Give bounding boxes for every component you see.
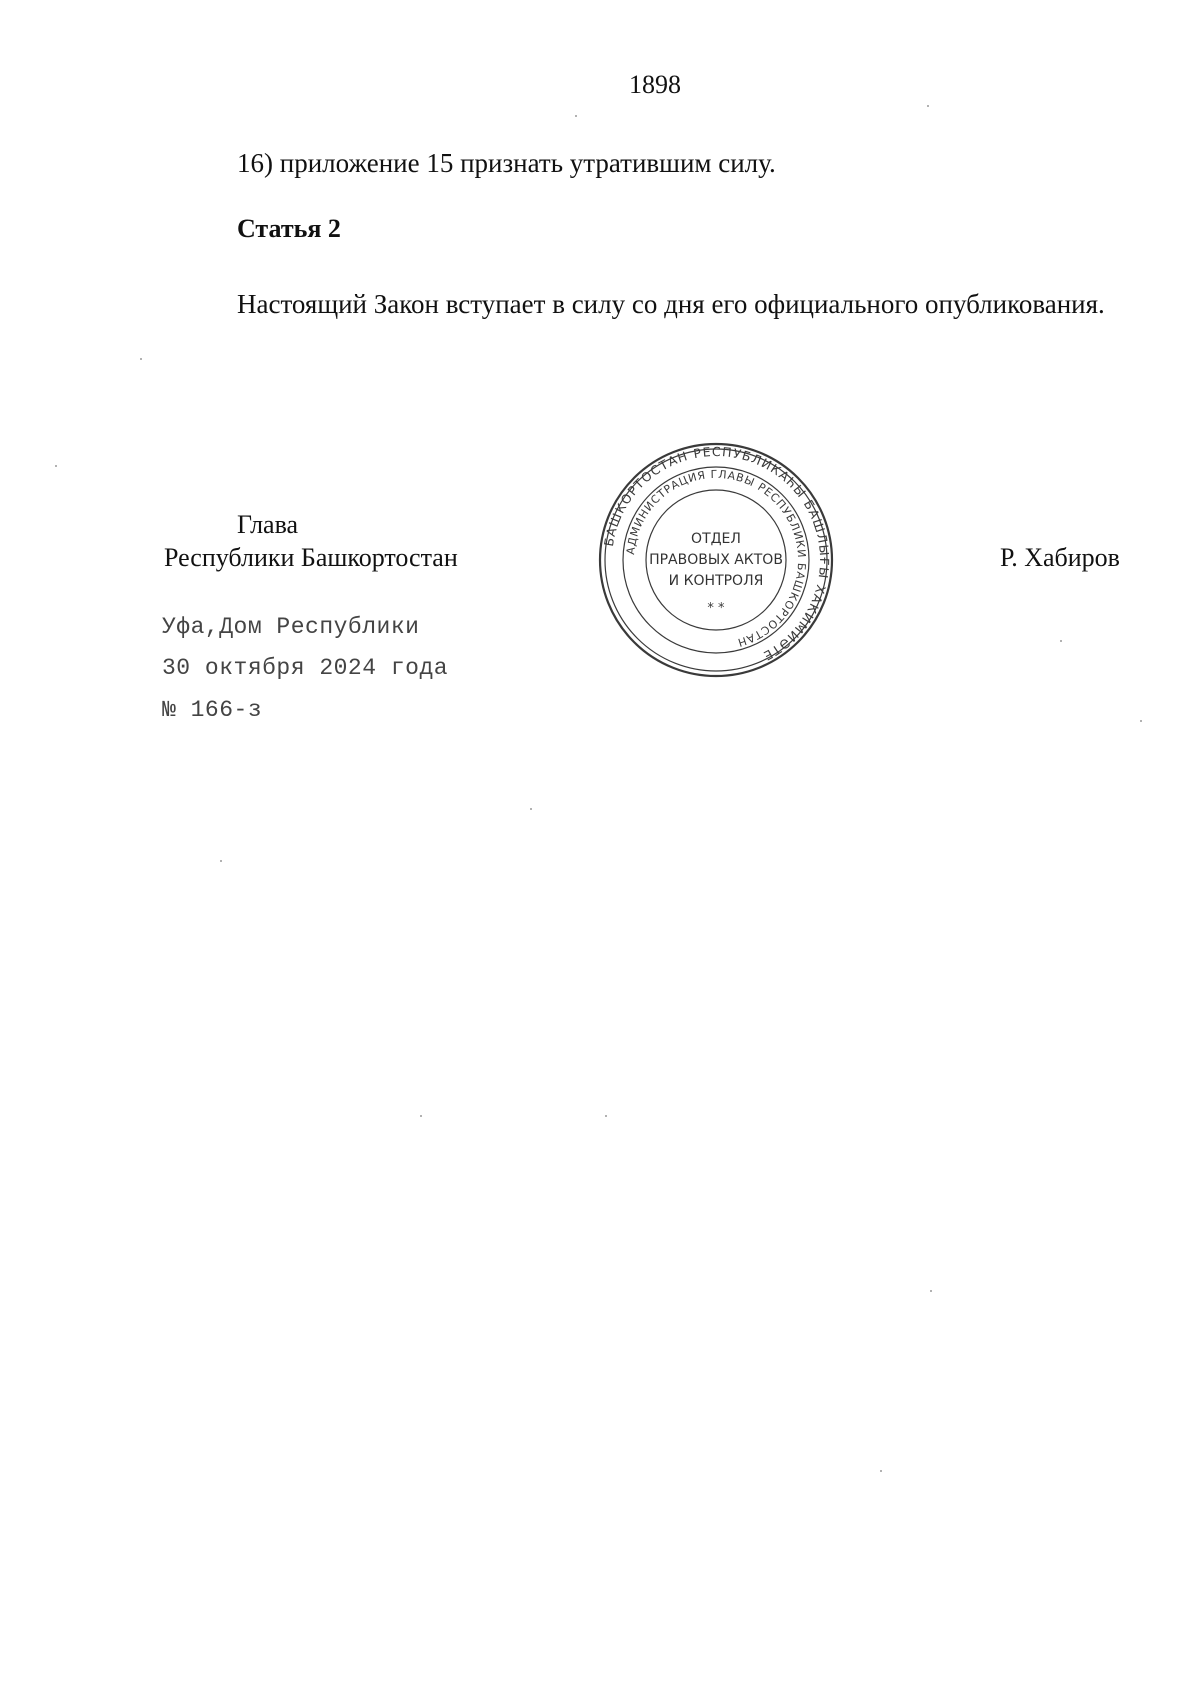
list-item-16: 16) приложение 15 признать утратившим силу. [237, 148, 776, 178]
law-number: № 166-з [162, 697, 263, 723]
stamp-center-line2: ПРАВОВЫХ АКТОВ [649, 552, 783, 568]
signatory-title-line1: Глава [237, 510, 299, 539]
scan-speck [927, 105, 929, 107]
stamp-stars: * * [707, 601, 725, 616]
scan-speck [1060, 640, 1062, 642]
scan-speck [880, 1470, 882, 1472]
signatory-title-line2: Республики Башкортостан [164, 543, 458, 572]
scan-speck [220, 860, 222, 862]
official-stamp [596, 440, 836, 680]
scan-speck [140, 358, 142, 360]
publication-place: Уфа,Дом Республики [162, 614, 420, 640]
publication-date: 30 октября 2024 года [162, 655, 449, 681]
scan-speck [605, 1115, 607, 1117]
article-text: Настоящий Закон вступает в силу со дня его официального опубликования. [237, 289, 1105, 319]
scan-speck [930, 1290, 932, 1292]
scan-speck [55, 465, 57, 467]
scan-speck [575, 115, 577, 117]
scan-speck [1140, 720, 1142, 722]
stamp-center-line3: И КОНТРОЛЯ [668, 573, 764, 589]
article-heading: Статья 2 [237, 214, 341, 243]
scan-speck [530, 808, 532, 810]
scan-speck [420, 1115, 422, 1117]
stamp-inner-text: АДМИНИСТРАЦИЯ ГЛАВЫ РЕСПУБЛИКИ БАШКОРТОСТАН [624, 467, 809, 650]
stamp-outer-text: БАШКОРТОСТАН РЕСПУБЛИКАҺЫ БАШЛЫҒЫ ХАКИМИӘТЕ [600, 443, 833, 665]
signatory-name: Р. Хабиров [1000, 543, 1120, 572]
stamp-center-line1: ОТДЕЛ [691, 531, 741, 547]
page-number: 1898 [629, 70, 681, 99]
